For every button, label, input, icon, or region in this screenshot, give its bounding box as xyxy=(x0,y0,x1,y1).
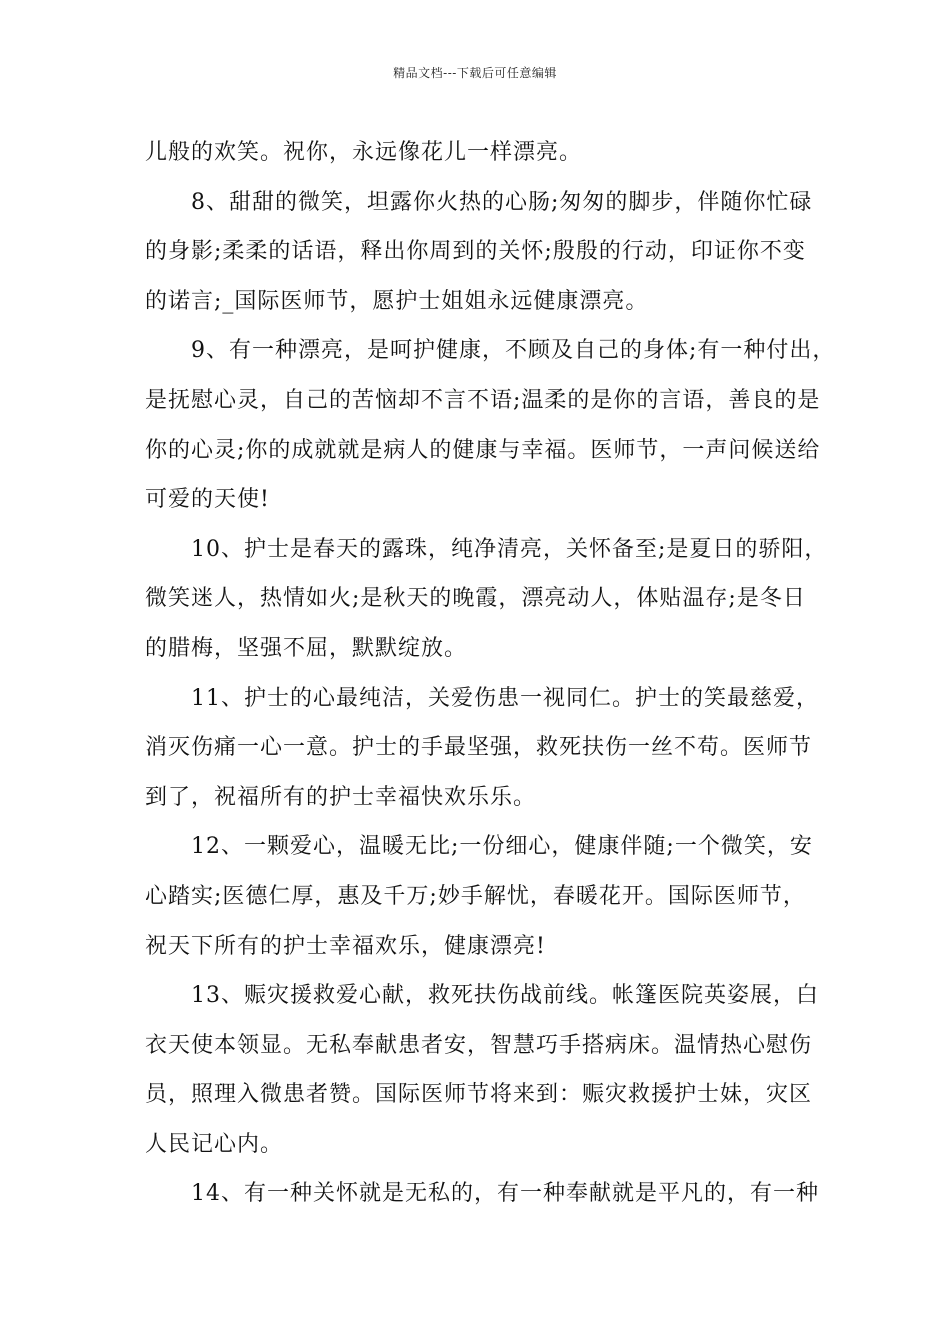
text-line: 的腊梅，坚强不屈，默默绽放。 xyxy=(145,635,468,661)
text-line: 的身影;柔柔的话语，释出你周到的关怀;殷殷的行动，印证你不变 xyxy=(145,239,806,265)
text-line: 到了，祝福所有的护士幸福快欢乐乐。 xyxy=(145,784,537,810)
text-line: 儿般的欢笑。祝你，永远像花儿一样漂亮。 xyxy=(145,140,583,165)
paragraph xyxy=(145,1169,819,1219)
text-line: 心踏实;医德仁厚，惠及千万;妙手解忧，春暖花开。国际医师节， xyxy=(145,883,806,909)
paragraph xyxy=(145,674,819,823)
text-line: 是抚慰心灵，自己的苦恼却不言不语;温柔的是你的言语，善良的是 xyxy=(145,387,821,413)
text-line: 人民记心内。 xyxy=(145,1131,284,1157)
document-body xyxy=(145,128,836,1219)
text-line: 8、甜甜的微笑，坦露你火热的心肠;匆匆的脚步，伴随你忙碌 xyxy=(145,189,813,215)
text-line: 员，照理入微患者赞。国际医师节将来到：赈灾救援护士妹，灾区 xyxy=(145,1082,813,1108)
text-line: 14、有一种关怀就是无私的，有一种奉献就是平凡的，有一种 xyxy=(145,1181,819,1207)
paragraph xyxy=(145,971,819,1169)
paragraph xyxy=(145,128,810,178)
text-line: 消灭伤痛一心一意。护士的手最坚强，救死扶伤一丝不苟。医师节 xyxy=(145,735,813,761)
text-line: 12、一颗爱心，温暖无比;一份细心，健康伴随;一个微笑，安 xyxy=(145,834,813,860)
text-line: 可爱的天使! xyxy=(145,487,270,513)
text-line: 11、护士的心最纯洁，关爱伤患一视同仁。护士的笑最慈爱， xyxy=(145,685,819,711)
text-line: 的诺言;_国际医师节，愿护士姐姐永远健康漂亮。 xyxy=(145,288,649,314)
text-line: 衣天使本领显。无私奉献患者安，智慧巧手搭病床。温情热心慰伤 xyxy=(145,1032,813,1058)
paragraph xyxy=(145,178,813,327)
paragraph xyxy=(145,525,828,674)
text-line: 9、有一种漂亮，是呵护健康，不顾及自己的身体;有一种付出， xyxy=(145,338,836,364)
text-line: 13、赈灾援救爱心献，救死扶伤战前线。帐篷医院英姿展，白 xyxy=(145,983,819,1009)
page-header: 精品文档---下载后可任意编辑 xyxy=(393,66,557,80)
text-line: 10、护士是春天的露珠，纯净清亮，关怀备至;是夏日的骄阳， xyxy=(145,536,828,562)
text-line: 你的心灵;你的成就就是病人的健康与幸福。医师节，一声问候送给 xyxy=(145,437,821,463)
paragraph xyxy=(145,822,813,971)
text-line: 微笑迷人，热情如火;是秋天的晚霞，漂亮动人，体贴温存;是冬日 xyxy=(145,586,806,612)
text-line: 祝天下所有的护士幸福欢乐，健康漂亮! xyxy=(145,933,546,959)
paragraph xyxy=(145,326,836,524)
